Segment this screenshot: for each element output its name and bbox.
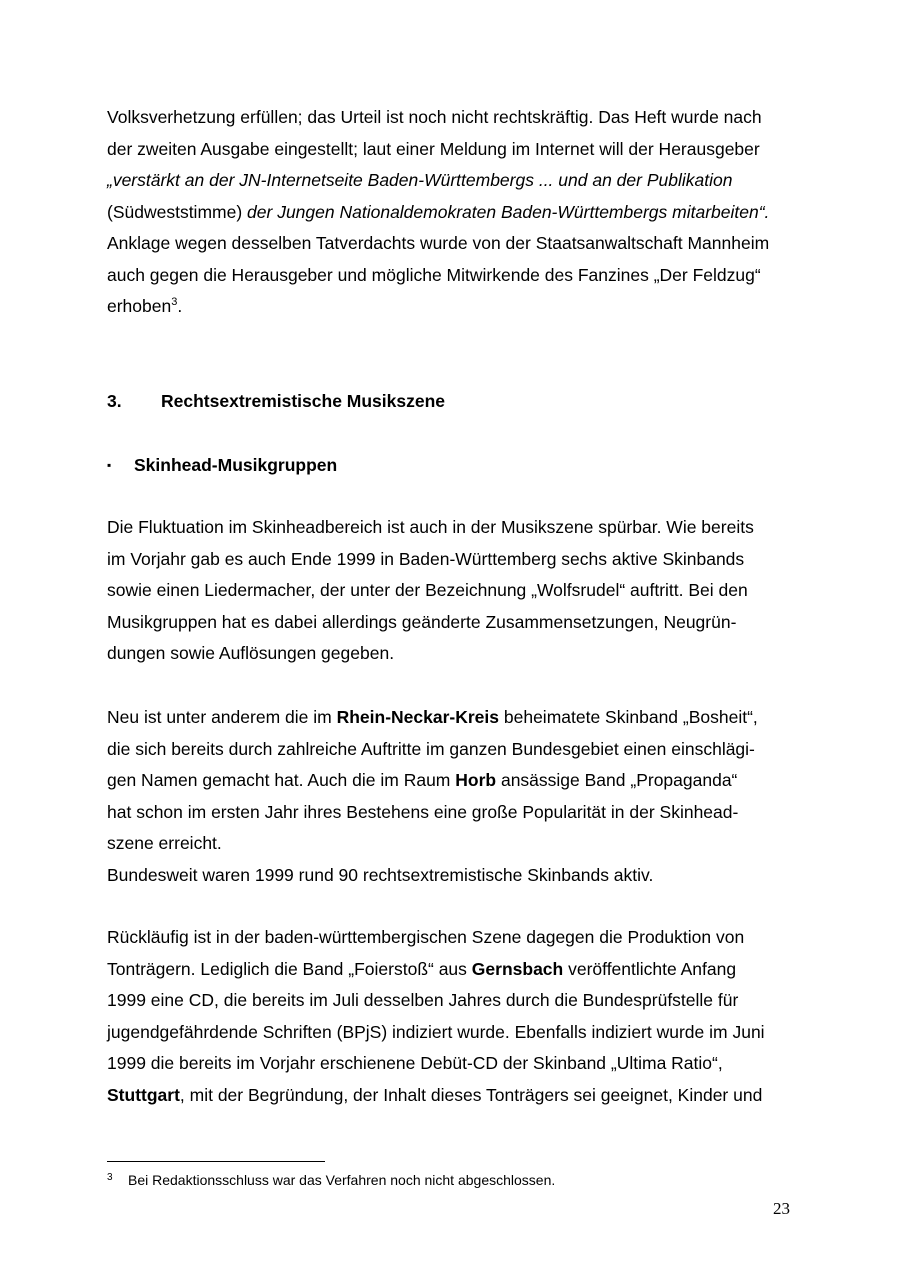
footnote-number: 3 — [107, 1172, 113, 1183]
footnote-text: Bei Redaktionsschluss war das Verfahren noch nicht abgeschlossen. — [128, 1172, 556, 1188]
footnote-reference[interactable]: 3 — [171, 296, 178, 308]
footnote — [107, 1168, 555, 1190]
text-line: Rückläufig ist in der baden-württembergischen Szene dagegen die Produktion von — [107, 927, 745, 947]
text-line: im Vorjahr gab es auch Ende 1999 in Baden-Württemberg sechs aktive Skinbands — [107, 548, 745, 569]
text-line: Volksverhetzung erfüllen; das Urteil ist noch nicht rechtskräftig. Das Heft wurde nach — [107, 107, 762, 127]
text-line: jugendgefährdende Schriften (BPjS) indiziert wurde. Ebenfalls indiziert wurde im Juni — [107, 1021, 765, 1042]
text-line — [107, 165, 807, 197]
text-line: dungen sowie Auflösungen gegeben. — [107, 643, 395, 663]
text-line — [107, 197, 807, 229]
footnote-divider — [107, 1161, 325, 1162]
text-fragment: erhoben — [107, 296, 172, 316]
text-fragment: Tonträgern. Lediglich die Band „Foierstoß“ aus — [107, 958, 467, 979]
text-fragment: Neu ist unter anderem die im — [107, 707, 332, 727]
text-line: der zweiten Ausgabe eingestellt; laut einer Meldung im Internet will der Herausgeber — [107, 138, 760, 159]
text-line: sowie einen Liedermacher, der unter der Bezeichnung „Wolfsrudel“ auftritt. Bei den — [107, 580, 748, 600]
section-number: 3. — [107, 391, 122, 411]
text-line: Die Fluktuation im Skinheadbereich ist auch in der Musikszene spürbar. Wie bereits — [107, 517, 754, 537]
publication-name: (Südweststimme) — [107, 201, 243, 222]
text-line: 1999 eine CD, die bereits im Juli desselben Jahres durch die Bundesprüfstelle für — [107, 990, 739, 1010]
place-name: Horb — [455, 770, 497, 790]
square-bullet-icon: ▪ — [107, 458, 112, 472]
text-fragment: ansässige Band „Propaganda“ — [500, 770, 738, 790]
text-line — [107, 702, 807, 734]
section-heading — [107, 390, 445, 412]
paragraph-neue-bands — [107, 702, 807, 891]
section-title: Rechtsextremistische Musikszene — [161, 391, 446, 411]
text-line — [107, 954, 807, 986]
text-line: auch gegen die Herausgeber und mögliche Mitwirkende des Fanzines „Der Feldzug“ — [107, 264, 761, 285]
text-line — [107, 1080, 807, 1112]
text-fragment: gen Namen gemacht hat. Auch die im Raum — [107, 770, 451, 790]
place-name: Gernsbach — [471, 958, 564, 979]
quote-italic: „verstärkt an der JN-Internetseite Baden-Württembergs ... und an der Publikation — [107, 170, 733, 190]
subsection-title: Skinhead-Musikgruppen — [134, 455, 338, 475]
text-line: szene erreicht. — [107, 833, 222, 853]
quote-italic: der Jungen Nationaldemokraten Baden-Württembergs mitarbeiten“. — [247, 201, 770, 222]
text-fragment: , mit der Begründung, der Inhalt dieses Tonträgers sei geeignet, Kinder und — [179, 1084, 763, 1105]
paragraph-tontraeger — [107, 922, 807, 1111]
text-line: die sich bereits durch zahlreiche Auftritte im ganzen Bundesgebiet einen einschlägi- — [107, 738, 755, 759]
subsection-heading — [107, 454, 337, 476]
text-fragment: beheimatete Skinband „Bosheit“, — [503, 707, 758, 727]
place-name: Stuttgart — [107, 1084, 180, 1105]
text-line: 1999 die bereits im Vorjahr erschienene Debüt-CD der Skinband „Ultima Ratio“, — [107, 1053, 723, 1073]
text-fragment: . — [177, 296, 183, 316]
text-line: Anklage wegen desselben Tatverdachts wurde von der Staatsanwaltschaft Mannheim — [107, 233, 770, 253]
text-line: Bundesweit waren 1999 rund 90 rechtsextremistische Skinbands aktiv. — [107, 864, 654, 885]
text-line — [107, 291, 807, 323]
intro-paragraph — [107, 102, 807, 323]
text-line: Musikgruppen hat es dabei allerdings geänderte Zusammensetzungen, Neugrün- — [107, 611, 737, 632]
text-line: hat schon im ersten Jahr ihres Bestehens eine große Popularität in der Skinhead- — [107, 801, 739, 822]
text-line — [107, 765, 807, 797]
page-number: 23 — [773, 1199, 790, 1218]
place-name: Rhein-Neckar-Kreis — [336, 707, 499, 727]
paragraph-fluktuation — [107, 512, 807, 670]
text-fragment: veröffentlichte Anfang — [568, 958, 737, 979]
